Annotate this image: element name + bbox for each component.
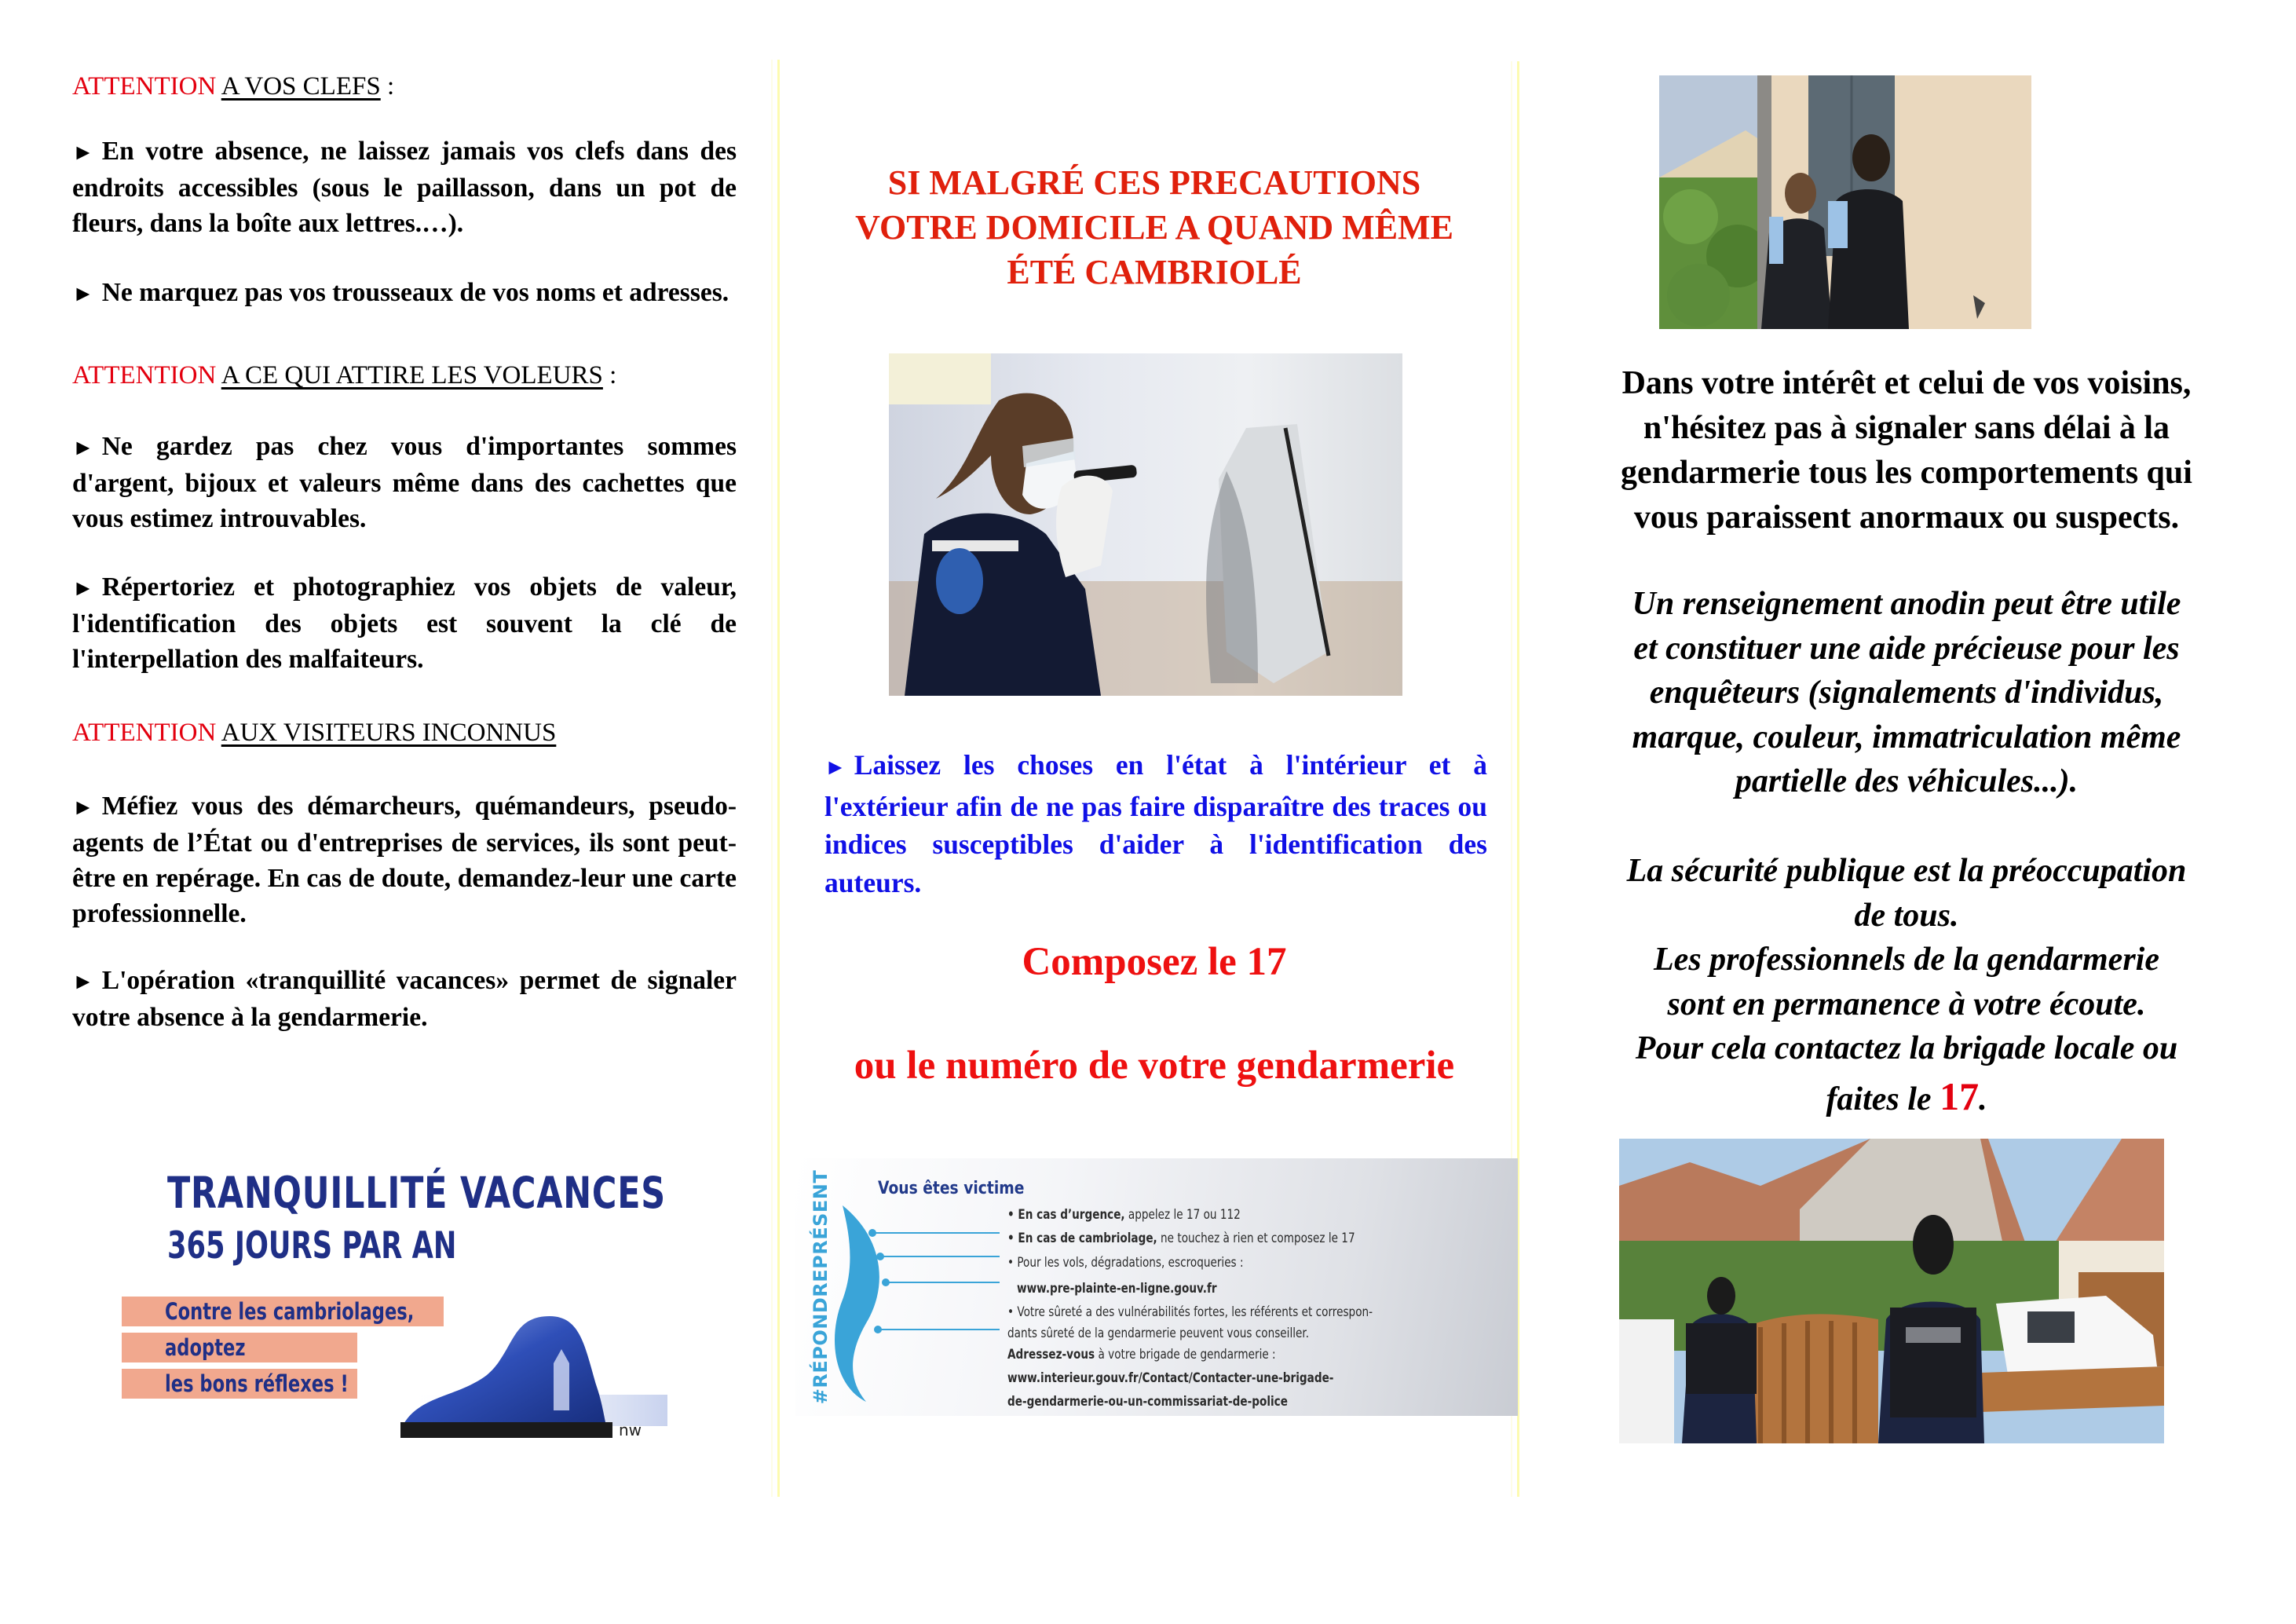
bullet-visitors-operation: ► L'opération «tranquillité vacances» permet de signaler votre absence à la gendarmerie. xyxy=(72,966,737,1032)
poster-band-1: Contre les cambriolages, xyxy=(122,1297,444,1326)
info-line: dants sûreté de la gendarmerie peuvent vous conseiller. xyxy=(1007,1326,1310,1341)
section-heading-thieves: ATTENTION A CE QUI ATTIRE LES VOLEURS : xyxy=(72,361,617,390)
info-line: • Pour les vols, dégradations, escroqueries : xyxy=(1007,1255,1244,1271)
info-line: Adressez-vous à votre brigade de gendarmerie : xyxy=(1007,1347,1276,1362)
arrow-bullet-icon: ► xyxy=(72,970,94,994)
arrow-bullet-icon: ► xyxy=(824,755,846,780)
repondre-present-hashtag: #RÉPONDREPRÉSENT xyxy=(810,1169,832,1405)
bullet-thieves-money: ► Ne gardez pas chez vous d'importantes sommes d'argent, bijoux et valeurs même dans des cachettes que vous estimez introuvables. xyxy=(72,432,737,533)
preserve-scene-instruction: ► Laissez les choses en l'état à l'intérieur et à l'extérieur afin de ne pas faire disparaître des traces ou indices susceptibles d'aider à l'identification des auteurs. xyxy=(824,749,1487,898)
poster-band-2: adoptez xyxy=(122,1333,357,1362)
arrow-bullet-icon: ► xyxy=(72,576,94,601)
info-line: • En cas d’urgence, appelez le 17 ou 112 xyxy=(1007,1207,1241,1223)
gendarmes-house-image xyxy=(1659,75,2031,329)
info-line-url: www.pre-plainte-en-ligne.gouv.fr xyxy=(1017,1281,1217,1297)
call-gendarmerie-heading: ou le numéro de votre gendarmerie xyxy=(854,1044,1455,1088)
arrow-bullet-icon: ► xyxy=(72,282,94,306)
section-heading-visitors: ATTENTION AUX VISITEURS INCONNUS xyxy=(72,719,557,747)
poster-band-3: les bons réflexes ! xyxy=(122,1369,357,1399)
info-line-url: de-gendarmerie-ou-un-commissariat-de-police xyxy=(1007,1394,1288,1410)
burglary-title: SI MALGRÉ CES PRECAUTIONS VOTRE DOMICILE A QUAND MÊME ÉTÉ CAMBRIOLÉ xyxy=(855,163,1453,291)
tranquillite-vacances-poster xyxy=(122,1155,687,1438)
gendarmes-gate-photo xyxy=(1619,1139,2164,1443)
info-line: • Votre sûreté a des vulnérabilités fortes, les référents et correspon- xyxy=(1007,1304,1373,1320)
marianne-flame-icon xyxy=(819,1190,1011,1410)
poster-subtitle: 365 JOURS PAR AN xyxy=(167,1224,457,1267)
info-card-title: Vous êtes victime xyxy=(878,1179,1025,1198)
poster-title: TRANQUILLITÉ VACANCES xyxy=(167,1168,666,1218)
bullet-keys-labels: ► Ne marquez pas vos trousseaux de vos noms et adresses. xyxy=(72,275,737,312)
info-line: • En cas de cambriolage, ne touchez à rien et composez le 17 xyxy=(1007,1231,1355,1246)
emergency-number-17: 17 xyxy=(1940,1074,1980,1118)
forensic-technician-image xyxy=(889,353,1402,696)
info-line-url: www.interieur.gouv.fr/Contact/Contacter-une-brigade- xyxy=(1007,1370,1334,1386)
section-heading-keys: ATTENTION A VOS CLEFS : xyxy=(72,72,395,101)
police-beacon-house-icon xyxy=(369,1300,671,1438)
arrow-bullet-icon: ► xyxy=(72,141,94,165)
call-17-line: faites le 17. xyxy=(1826,1074,1987,1118)
arrow-bullet-icon: ► xyxy=(72,436,94,460)
public-safety-paragraph: La sécurité publique est la préoccupation de tous. Les professionnels de la gendarmerie sont en permanence à votre écoute. Pour cela contactez la brigade locale ou faites le 17. xyxy=(1545,849,2268,1121)
call-17-heading: Composez le 17 xyxy=(1022,940,1287,984)
gendarmes-shutter-photo xyxy=(1659,75,2031,329)
forensic-photo xyxy=(889,353,1402,696)
bullet-visitors-canvassers: ► Méfiez vous des démarcheurs, quémandeurs, pseudo-agents de l’État ou d'entreprises de services, ils sont peut-être en repérage. En cas de doute, demandez-leur une carte professionnelle. xyxy=(72,792,737,928)
victim-info-card xyxy=(795,1158,1518,1416)
column-divider-left xyxy=(777,60,780,1497)
bullet-keys-absence: ► En votre absence, ne laissez jamais vos clefs dans des endroits accessibles (sous le paillasson, dans un pot de fleurs, dans la boîte aux lettres.…). xyxy=(72,137,737,238)
arrow-bullet-icon: ► xyxy=(72,796,94,820)
svg-text:nw: nw xyxy=(619,1421,642,1438)
gendarmes-gate-image xyxy=(1619,1139,2164,1443)
bullet-thieves-inventory: ► Répertoriez et photographiez vos objets de valeur, l'identification des objets est souvent la clé de l'interpellation des malfaiteurs. xyxy=(72,572,737,674)
useful-information-paragraph: Un renseignement anodin peut être utile et constituer une aide précieuse pour les enquêteurs (signalements d'individus, marque, couleur, immatriculation même partielle des véhicules...). xyxy=(1632,586,2181,799)
report-suspicious-paragraph: Dans votre intérêt et celui de vos voisins, n'hésitez pas à signaler sans délai à la gendarmerie tous les comportements qui vous paraissent anormaux ou suspects. xyxy=(1621,365,2192,536)
